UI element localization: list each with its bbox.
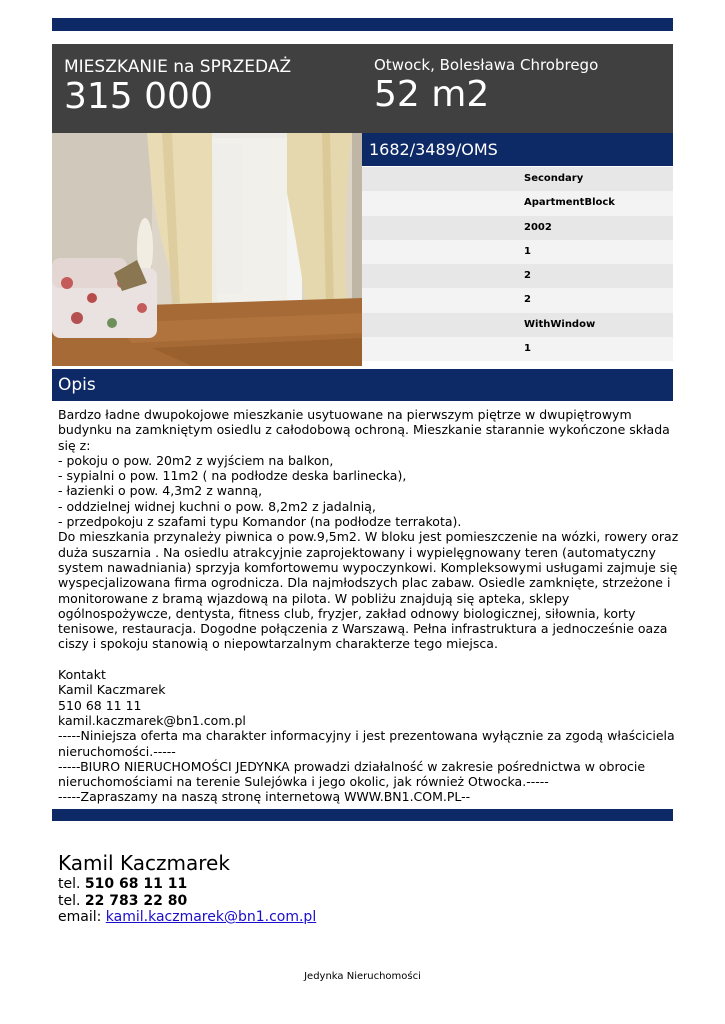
phone-label: tel.: [58, 892, 81, 909]
description-line: wyspecjalizowana firma ogrodnicza. Dla najmłodszych plac zabaw. Osiedle zamknięte, strzeżone i: [58, 575, 671, 591]
description-line: się z:: [58, 437, 91, 453]
phone-number-1: 510 68 11 11: [84, 876, 188, 892]
footer-text: Jedynka Nieruchomości: [304, 971, 421, 982]
description-line: 510 68 11 11: [58, 697, 142, 713]
description-line: ogólnospożywcze, dentysta, fitness club, fryzjer, zakład odnowy biologicznej, siłownia, korty: [58, 605, 636, 621]
description-line: - sypialni o pow. 11m2 ( na podłodze deska barlinecka),: [58, 468, 407, 484]
detail-row: 2002: [362, 216, 673, 240]
agent-name: Kamil Kaczmarek: [58, 851, 230, 875]
detail-row: WithWindow: [362, 313, 673, 337]
description-line: duża suszarnia . Na osiedlu atrakcyjnie zaprojektowany i wypielęgnowany teren (automatyczny: [58, 544, 656, 560]
email-label: email:: [58, 909, 102, 925]
agent-phone-1: [58, 876, 316, 893]
listing-type: MIESZKANIE na SPRZEDAŻ: [64, 57, 292, 77]
detail-row: ApartmentBlock: [362, 191, 673, 215]
top-accent-bar: [52, 18, 673, 31]
email-link[interactable]: kamil.kaczmarek@bn1.com.pl: [105, 909, 317, 925]
description-line: Kontakt: [58, 667, 106, 683]
details-table: [362, 167, 673, 361]
agent-contact: [58, 850, 316, 926]
description-line: - łazienki o pow. 4,3m2 z wanną,: [58, 483, 263, 499]
listing-location: Otwock, Bolesława Chrobrego: [374, 56, 599, 74]
description-line: -----Zapraszamy na naszą stronę internetową WWW.BN1.COM.PL--: [58, 789, 471, 805]
listing-area: 52 m2: [374, 74, 490, 115]
description-heading: Opis: [52, 369, 673, 401]
description-line: Kamil Kaczmarek: [58, 682, 166, 698]
listing-header: [52, 44, 673, 133]
description-line: Do mieszkania przynależy piwnica o pow.9,5m2. W bloku jest pomieszczenie na wózki, rowery oraz: [58, 529, 679, 545]
detail-row: Secondary: [362, 167, 673, 191]
phone-number-2: 22 783 22 80: [84, 892, 188, 909]
description-line: - przedpokoju z szafami typu Komandor (na podłodze terrakota).: [58, 514, 462, 530]
detail-row: 2: [362, 264, 673, 288]
description-line: - pokoju o pow. 20m2 z wyjściem na balkon,: [58, 452, 334, 468]
agent-phone-2: [58, 893, 316, 910]
detail-row: 1: [362, 337, 673, 361]
description-spacer: [58, 652, 670, 667]
bottom-accent-bar: [52, 809, 673, 821]
description-line: Bardzo ładne dwupokojowe mieszkanie usytuowane na pierwszym piętrze w dwupiętrowym: [58, 407, 632, 422]
reference-number: 1682/3489/OMS: [362, 133, 673, 166]
description-line: nieruchomości.-----: [58, 743, 176, 759]
description-line: - oddzielnej widnej kuchni o pow. 8,2m2 z jadalnią,: [58, 498, 376, 514]
listing-price: 315 000: [64, 76, 213, 117]
phone-label: tel.: [58, 876, 81, 892]
description-line: monitorowane z bramą wjazdową na pilota. W pobliżu znajdują się apteka, sklepy: [58, 590, 570, 606]
description-line: tenisowe, restauracja. Dogodne połączenia z Warszawą. Pełna infrastruktura a jednocześnie oaza: [58, 621, 668, 637]
description-line: -----BIURO NIERUCHOMOŚCI JEDYNKA prowadzi działalność w zakresie pośrednictwa w obrocie: [58, 758, 646, 774]
description-line: system nawadniania) sprzyja komfortowemu wypoczynkowi. Kompleksowymi usługami zajmuje się: [58, 559, 678, 575]
agent-email: [58, 909, 316, 926]
description-line: budynku na zamkniętym osiedlu z całodobową ochroną. Mieszkanie starannie wykończone składa: [58, 422, 670, 438]
description-line: nieruchomościami na terenie Sulejówka i jego okolic, jak również Otwocka.-----: [58, 774, 549, 790]
description-line: kamil.kaczmarek@bn1.com.pl: [58, 712, 246, 728]
detail-row: 2: [362, 288, 673, 312]
apartment-photo: [52, 133, 362, 366]
detail-row: 1: [362, 240, 673, 264]
description-line: ciszy i spokoju stanowią o niepowtarzalnym charakterze tego miejsca.: [58, 636, 498, 652]
description-line: -----Niniejsza oferta ma charakter informacyjny i jest prezentowana wyłącznie za zgodą właściciela: [58, 728, 675, 744]
description-text: [58, 407, 679, 805]
